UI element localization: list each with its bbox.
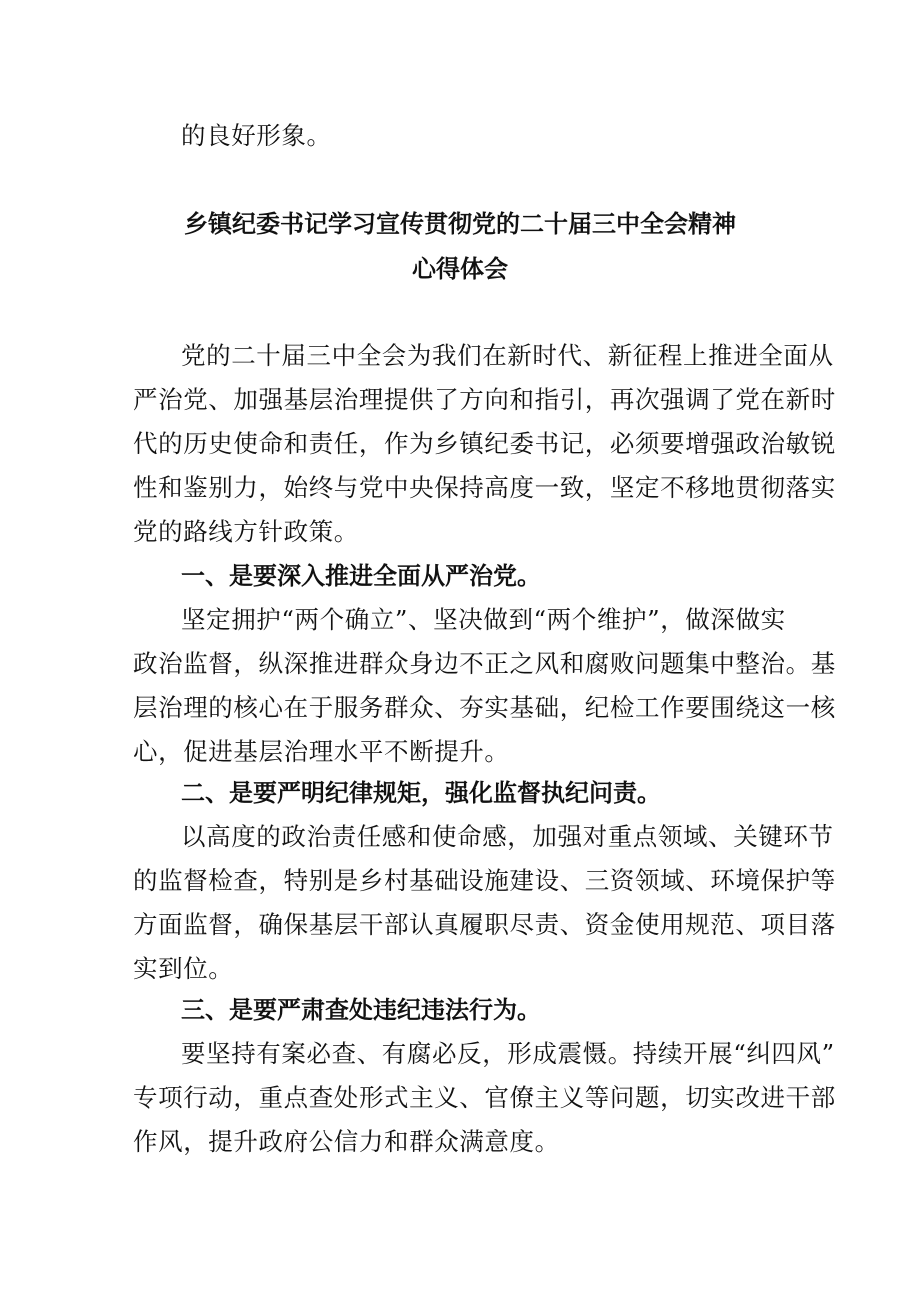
carryover-text: 的良好形象。	[181, 121, 332, 150]
intro-line-3: 代的历史使命和责任，作为乡镇纪委书记，必须要增强政治敏锐	[133, 429, 836, 458]
intro-line-5: 党的路线方针政策。	[133, 517, 359, 546]
section-1-line-4: 心，促进基层治理水平不断提升。	[133, 737, 510, 766]
document-title-line-1: 乡镇纪委书记学习宣传贯彻党的二十届三中全会精神	[184, 210, 736, 238]
section-2-line-4: 实到位。	[133, 954, 234, 983]
section-3-heading: 三、是要严肃查处违纪违法行为。	[181, 996, 541, 1024]
section-1-line-1: 坚定拥护“两个确立”、坚决做到“两个维护”，做深做实	[181, 605, 786, 634]
section-3-line-3: 作风，提升政府公信力和群众满意度。	[133, 1127, 560, 1156]
section-1-line-3: 层治理的核心在于服务群众、夯实基础，纪检工作要围绕这一核	[133, 693, 836, 722]
section-1-heading: 一、是要深入推进全面从严治党。	[181, 562, 541, 590]
section-2-line-3: 方面监督，确保基层干部认真履职尽责、资金使用规范、项目落	[133, 910, 836, 939]
section-2-heading: 二、是要严明纪律规矩，强化监督执纪问责。	[181, 779, 661, 807]
section-1-line-2: 政治监督，纵深推进群众身边不正之风和腐败问题集中整治。基	[133, 649, 836, 678]
intro-line-2: 严治党、加强基层治理提供了方向和指引，再次强调了党在新时	[133, 385, 836, 414]
section-2-line-2: 的监督检查，特别是乡村基础设施建设、三资领域、环境保护等	[133, 866, 836, 895]
intro-line-1: 党的二十届三中全会为我们在新时代、新征程上推进全面从	[181, 341, 834, 370]
document-title-line-2: 心得体会	[412, 255, 508, 283]
section-2-line-1: 以高度的政治责任感和使命感，加强对重点领域、关键环节	[181, 822, 834, 851]
section-3-line-2: 专项行动，重点查处形式主义、官僚主义等问题，切实改进干部	[133, 1083, 836, 1112]
section-3-line-1: 要坚持有案必查、有腐必反，形成震慑。持续开展“纠四风”	[181, 1039, 835, 1068]
intro-line-4: 性和鉴别力，始终与党中央保持高度一致，坚定不移地贯彻落实	[133, 473, 836, 502]
